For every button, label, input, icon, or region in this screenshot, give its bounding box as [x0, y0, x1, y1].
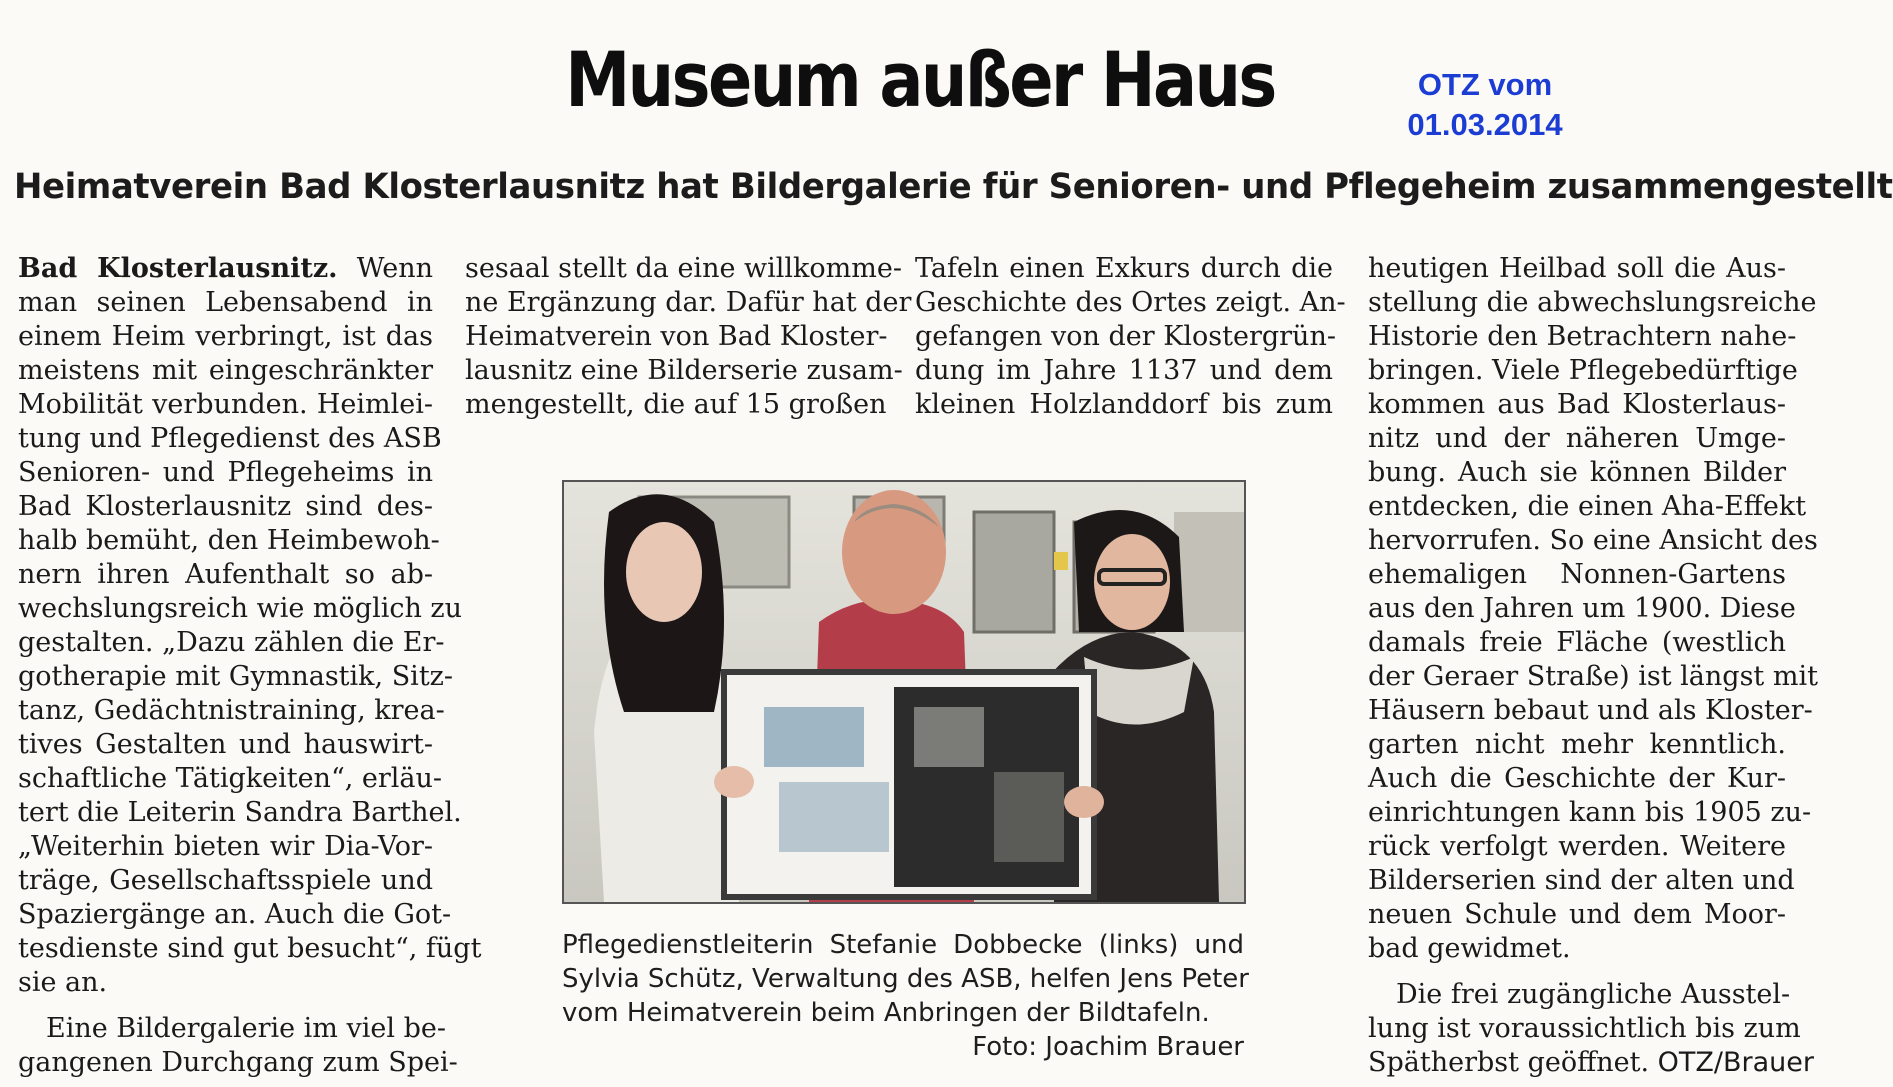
- caption-line: vom Heimatverein beim Anbringen der Bildtafeln.: [562, 998, 1210, 1028]
- column-2-line: sesaal stellt da eine willkomme-: [465, 253, 902, 284]
- column-2-line: Heimatverein von Bad Kloster-: [465, 321, 888, 352]
- column-4-line: der Geraer Straße) ist längst mit: [1368, 661, 1818, 692]
- column-1-line: wechslungsreich wie möglich zu: [18, 593, 463, 624]
- column-2-line: ne Ergänzung dar. Dafür hat der: [465, 287, 912, 318]
- column-1-line: tanz, Gedächtnistraining, krea-: [18, 695, 445, 726]
- article-column-4: [1368, 252, 1818, 1080]
- column-4-line: garten nicht mehr kenntlich.: [1368, 729, 1786, 760]
- column-1-line: meistens mit eingeschränkter: [18, 355, 433, 386]
- column-4-line: heutigen Heilbad soll die Aus-: [1368, 253, 1786, 284]
- column-1-line: sie an.: [18, 967, 108, 998]
- column-1-line: Mobilität verbunden. Heimlei-: [18, 389, 433, 420]
- column-1-line: halb bemüht, den Heimbewoh-: [18, 525, 440, 556]
- column-1-line: Eine Bildergalerie im viel be-: [46, 1013, 446, 1044]
- column-4-line: damals freie Fläche (westlich: [1368, 627, 1786, 658]
- column-4-line: nitz und der näheren Umge-: [1368, 423, 1786, 454]
- column-1-line: gotherapie mit Gymnastik, Sitz-: [18, 661, 454, 692]
- column-1-line: träge, Gesellschaftsspiele und: [18, 865, 433, 896]
- column-4-line: Bilderserien sind der alten und: [1368, 865, 1795, 896]
- photo-credit: Foto: Joachim Brauer: [972, 1032, 1244, 1062]
- column-4-line: Die frei zugängliche Ausstel-: [1396, 979, 1791, 1010]
- column-1-line: man seinen Lebensabend in: [18, 287, 433, 318]
- column-1-line: einem Heim verbringt, ist das: [18, 321, 433, 352]
- headline: Museum außer Haus: [565, 35, 1275, 124]
- column-4-line: hervorrufen. So eine Ansicht des: [1368, 525, 1818, 556]
- column-1-line: Spaziergänge an. Auch die Got-: [18, 899, 452, 930]
- column-4-line: aus den Jahren um 1900. Diese: [1368, 593, 1796, 624]
- column-1-line: tung und Pflegedienst des ASB: [18, 423, 442, 454]
- column-4-line: bung. Auch sie können Bilder: [1368, 457, 1786, 488]
- source-date: 01.03.2014: [1407, 107, 1563, 142]
- column-1-line: Bad Klosterlausnitz sind des-: [18, 491, 433, 522]
- column-3-line: Tafeln einen Exkurs durch die: [915, 253, 1333, 284]
- column-1-line: [18, 252, 433, 286]
- column-3-line: Geschichte des Ortes zeigt. An-: [915, 287, 1346, 318]
- column-1-line: Senioren- und Pflegeheims in: [18, 457, 433, 488]
- column-4-line: bad gewidmet.: [1368, 933, 1571, 964]
- column-4-line: [1368, 1046, 1815, 1080]
- column-4-line: Häusern bebaut und als Kloster-: [1368, 695, 1813, 726]
- column-4-line: entdecken, die einen Aha-Effekt: [1368, 491, 1807, 522]
- article-column-3: [915, 252, 1346, 422]
- caption-line: Pflegedienstleiterin Stefanie Dobbecke (links) und: [562, 930, 1244, 960]
- column-1-line: tert die Leiterin Sandra Barthel.: [18, 797, 462, 828]
- column-1-line: tesdienste sind gut besucht“, fügt: [18, 933, 482, 964]
- column-4-line: ehemaligen Nonnen-Gartens: [1368, 559, 1786, 590]
- dateline: Bad Klosterlausnitz.: [18, 253, 338, 284]
- article-photo: [562, 480, 1246, 904]
- column-1-line: tives Gestalten und hauswirt-: [18, 729, 433, 760]
- photo-caption: [562, 928, 1249, 1064]
- column-1-line: schaftliche Tätigkeiten“, erläu-: [18, 763, 443, 794]
- column-4-line: neuen Schule und dem Moor-: [1368, 899, 1786, 930]
- column-1-line: gangenen Durchgang zum Spei-: [18, 1047, 458, 1078]
- article-column-1: [18, 252, 482, 1080]
- column-2-line: lausnitz eine Bilderserie zusam-: [465, 355, 903, 386]
- subheadline: Heimatverein Bad Klosterlausnitz hat Bildergalerie für Senioren- und Pflegeheim zusammengestellt: [14, 167, 1893, 207]
- column-3-line: gefangen von der Klostergrün-: [915, 321, 1336, 352]
- column-3-line: kleinen Holzlanddorf bis zum: [915, 389, 1333, 420]
- column-4-line: rück verfolgt werden. Weitere: [1368, 831, 1786, 862]
- column-1-line: „Weiterhin bieten wir Dia-Vor-: [18, 831, 433, 862]
- column-4-line: kommen aus Bad Klosterlaus-: [1368, 389, 1786, 420]
- column-4-line: lung ist voraussichtlich bis zum: [1368, 1013, 1801, 1044]
- column-4-line: einrichtungen kann bis 1905 zu-: [1368, 797, 1812, 828]
- column-4-line: bringen. Viele Pflegebedürftige: [1368, 355, 1798, 386]
- column-1-line-text: Wenn: [356, 253, 433, 284]
- photo-illustration: [564, 482, 1244, 902]
- article-column-2: [465, 252, 912, 422]
- column-4-line: Auch die Geschichte der Kur-: [1368, 763, 1786, 794]
- column-1-line: gestalten. „Dazu zählen die Er-: [18, 627, 445, 658]
- column-4-line: Historie den Betrachtern nahe-: [1368, 321, 1797, 352]
- caption-line: Sylvia Schütz, Verwaltung des ASB, helfen Jens Peter: [562, 964, 1249, 994]
- column-4-line: stellung die abwechslungsreiche: [1368, 287, 1817, 318]
- author-byline: OTZ/Brauer: [1657, 1047, 1815, 1078]
- column-1-line: nern ihren Aufenthalt so ab-: [18, 559, 433, 590]
- column-3-line: dung im Jahre 1137 und dem: [915, 355, 1333, 386]
- column-2-line: mengestellt, die auf 15 großen: [465, 389, 887, 420]
- source-publication: OTZ vom: [1417, 67, 1553, 102]
- source-note: [1390, 65, 1580, 145]
- column-4-line-text: Spätherbst geöffnet.: [1368, 1047, 1650, 1078]
